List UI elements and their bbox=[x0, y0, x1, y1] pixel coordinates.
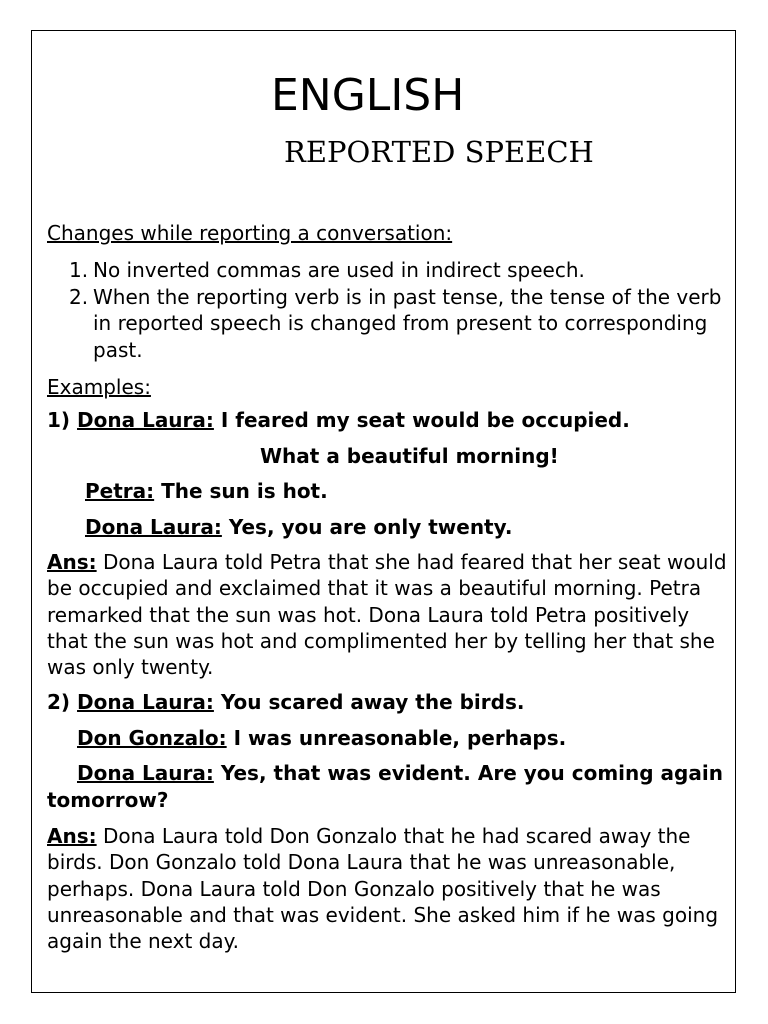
dialogue-text: I was unreasonable, perhaps. bbox=[226, 725, 567, 750]
example-number: 2) bbox=[47, 690, 78, 715]
dialogue-text: I feared my seat would be occupied. bbox=[213, 408, 630, 432]
speaker-name: Dona Laura: bbox=[77, 761, 214, 786]
page-subtitle: REPORTED SPEECH bbox=[284, 135, 594, 169]
speaker-name: Don Gonzalo: bbox=[77, 725, 227, 750]
dialogue-line bbox=[47, 760, 727, 814]
list-item-text: When the reporting verb is in past tense, the tense of the verb in reported speech is changed from present to corresponding past. bbox=[93, 284, 722, 362]
answer-paragraph bbox=[47, 549, 727, 680]
speaker-name: Petra: bbox=[85, 479, 155, 503]
changes-list bbox=[47, 257, 727, 363]
list-item-text: No inverted commas are used in indirect speech. bbox=[93, 258, 585, 282]
answer-label: Ans: bbox=[47, 550, 97, 574]
list-item-number: 1. bbox=[69, 258, 89, 282]
example-number: 1) bbox=[47, 408, 78, 432]
document-body bbox=[47, 219, 727, 963]
dialogue-text: Yes, you are only twenty. bbox=[221, 514, 513, 539]
answer-text: Dona Laura told Petra that she had feared that her seat would be occupied and exclaimed that it was a beautiful morning. Petra remarked that the sun was hot. Dona Laura told Petra positively that the sun was hot and complimented her by telling her that she was only twenty. bbox=[47, 550, 727, 680]
dialogue-text: You scared away the birds. bbox=[213, 690, 525, 715]
dialogue-line bbox=[47, 478, 727, 505]
list-item-number: 2. bbox=[69, 284, 89, 309]
dialogue-line bbox=[47, 725, 727, 752]
dialogue-line bbox=[47, 443, 727, 470]
list-item bbox=[47, 257, 727, 284]
answer-text: Dona Laura told Don Gonzalo that he had scared away the birds. Don Gonzalo told Dona Laura that he was unreasonable, perhaps. Dona Laura told Don Gonzalo positively that he was unreasonable and that was evident. She asked him if he was going again the next day. bbox=[47, 823, 719, 954]
dialogue-text: Yes, that was evident. Are you coming again tomorrow? bbox=[47, 761, 723, 813]
answer-paragraph bbox=[47, 823, 727, 954]
dialogue-line bbox=[47, 407, 727, 434]
dialogue-text: What a beautiful morning! bbox=[260, 443, 559, 468]
dialogue-line bbox=[47, 514, 727, 541]
speaker-name: Dona Laura: bbox=[77, 690, 214, 715]
page-title: ENGLISH bbox=[271, 70, 465, 121]
changes-heading: Changes while reporting a conversation: bbox=[47, 221, 453, 245]
list-item bbox=[47, 284, 727, 364]
speaker-name: Dona Laura: bbox=[85, 514, 222, 539]
answer-label: Ans: bbox=[47, 823, 97, 848]
dialogue-line bbox=[47, 689, 727, 716]
dialogue-text: The sun is hot. bbox=[154, 479, 328, 503]
speaker-name: Dona Laura: bbox=[77, 408, 214, 432]
examples-heading: Examples: bbox=[47, 375, 151, 399]
